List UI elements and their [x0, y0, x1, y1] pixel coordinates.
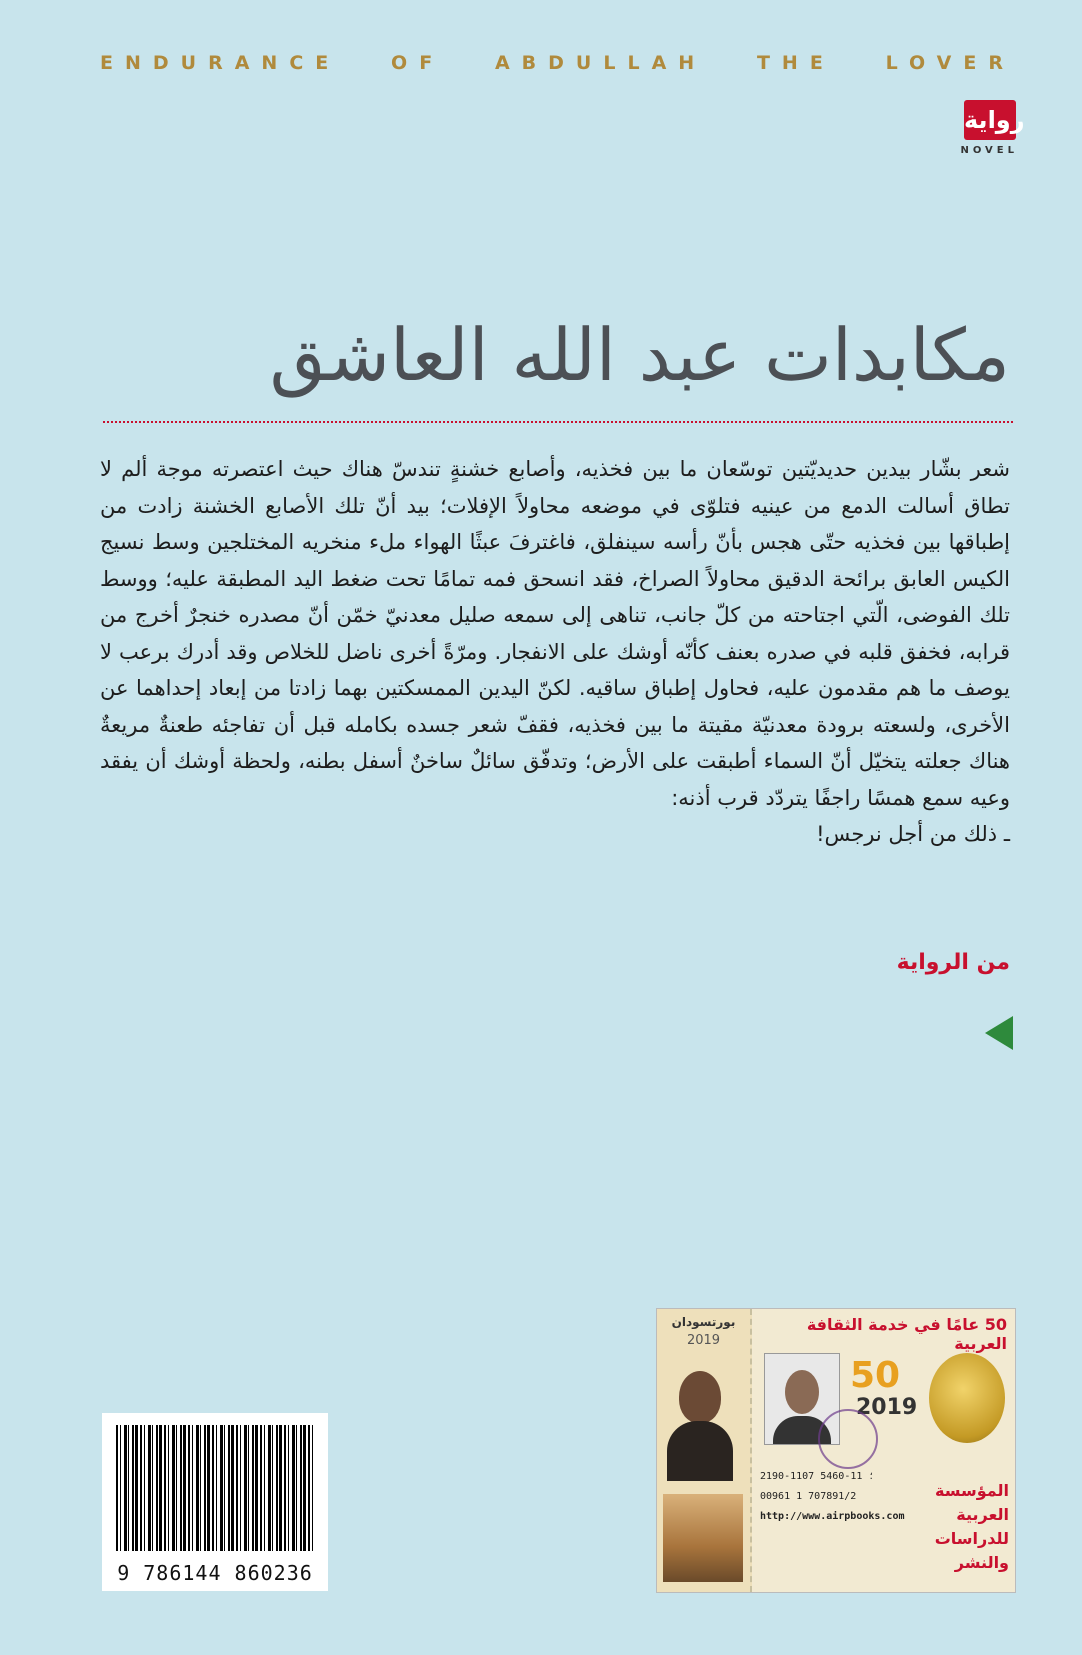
gold-coin-icon: [929, 1353, 1005, 1443]
fax-line: 00961 1 707891/2: [760, 1491, 857, 1502]
source-label: من الرواية: [896, 950, 1010, 975]
isbn-number: 9 786144 860236: [117, 1561, 313, 1585]
barcode: [102, 1413, 328, 1591]
postmark-icon: [818, 1409, 878, 1469]
publisher-contact: [760, 1467, 910, 1527]
stamp-year: 2019: [856, 1395, 918, 1420]
website-line: http://www.airpbooks.com: [760, 1511, 905, 1522]
portsudan-stamp: [657, 1309, 752, 1592]
logo-mark: رواية: [964, 100, 1016, 140]
blurb-paragraph: شعر بشّار بيدين حديديّتين توسّعان ما بين فخذيه، وأصابع خشنةٍ تندسّ هناك حيث اعتصرته موجة ألم لا تطاق أسالت الدمع من عينيه فتلوّى في موضعه محاولاً الإفلات؛ بيد أنّ تلك الأصابع الخشنة زادت من إطباقها بين فخذيه حتّى هجس بأنّ رأسه سينفلق، فاغترفَ عبثًا الهواء ملء منخريه المختلجين وسط نسيج الكيس العابق برائحة الدقيق محاولاً الصراخ، فقد انسحق فمه تمامًا تحت ضغط اليد المطبقة عليه؛ ووسط تلك الفوضى، الّتي اجتاحته من كلّ جانب، تناهى إلى سمعه صليل معدنيّ خمّن أنّ مصدره خنجرٌ أخرج من قرابه، فخفق قلبه في صدره بعنف كأنّه أوشك على الانفجار. ومرّةً أخرى ناضل للخلاص وقد أدرك برعب لا يوصف ما هم مقدمون عليه، فحاول إطباق ساقيه. لكنّ اليدين الممسكتين بهما زادتا من إبعاد إحداهما عن الأخرى، ولسعته برودة معدنيّة مقيتة ما بين فخذيه، فقفّ شعر جسده بكامله قبل أن تفاجئه طعنةٌ مريعةٌ هناك جعلته يتخيّل أنّ السماء أطبقت على الأرض؛ وتدفّق سائلٌ ساخنٌ أسفل بطنه، ولحظة أوشك أن يفقد وعيه سمع همسًا راجفًا يتردّد قرب أذنه:: [100, 457, 1010, 810]
portrait-icon: [679, 1371, 721, 1423]
blurb-quote: ـ ذلك من أجل نرجس!: [816, 822, 1010, 846]
portrait-body-icon: [667, 1421, 733, 1481]
english-title: ENDURANCE OF ABDULLAH THE LOVER: [100, 52, 1015, 74]
barcode-bars: [116, 1425, 314, 1551]
stamp-left-title: بورتسودان: [671, 1315, 736, 1329]
pyramids-image: [663, 1494, 743, 1582]
dotted-divider: [103, 421, 1013, 423]
logo-subtitle: NOVEL: [960, 145, 1018, 156]
publisher-name: المؤسسة العربية للدراسات والنشر: [934, 1481, 1009, 1572]
face-icon: [785, 1370, 819, 1414]
publisher-logo: [960, 100, 1025, 156]
stamp-fifty: 50: [850, 1355, 901, 1396]
stamp-header: 50 عامًا في خدمة الثقافة العربية: [806, 1315, 1007, 1353]
blurb-text: [100, 451, 1010, 853]
stamp-left-year: 2019: [686, 1333, 721, 1348]
stamps-block: [656, 1308, 1016, 1593]
triangle-arrow-icon: [985, 1016, 1013, 1050]
anniversary-stamp: [752, 1309, 1015, 1592]
phone-line: 2190-1107 ؛ 11-5460: [760, 1471, 875, 1482]
arabic-title: مكابدات عبد الله العاشق: [269, 313, 1010, 397]
